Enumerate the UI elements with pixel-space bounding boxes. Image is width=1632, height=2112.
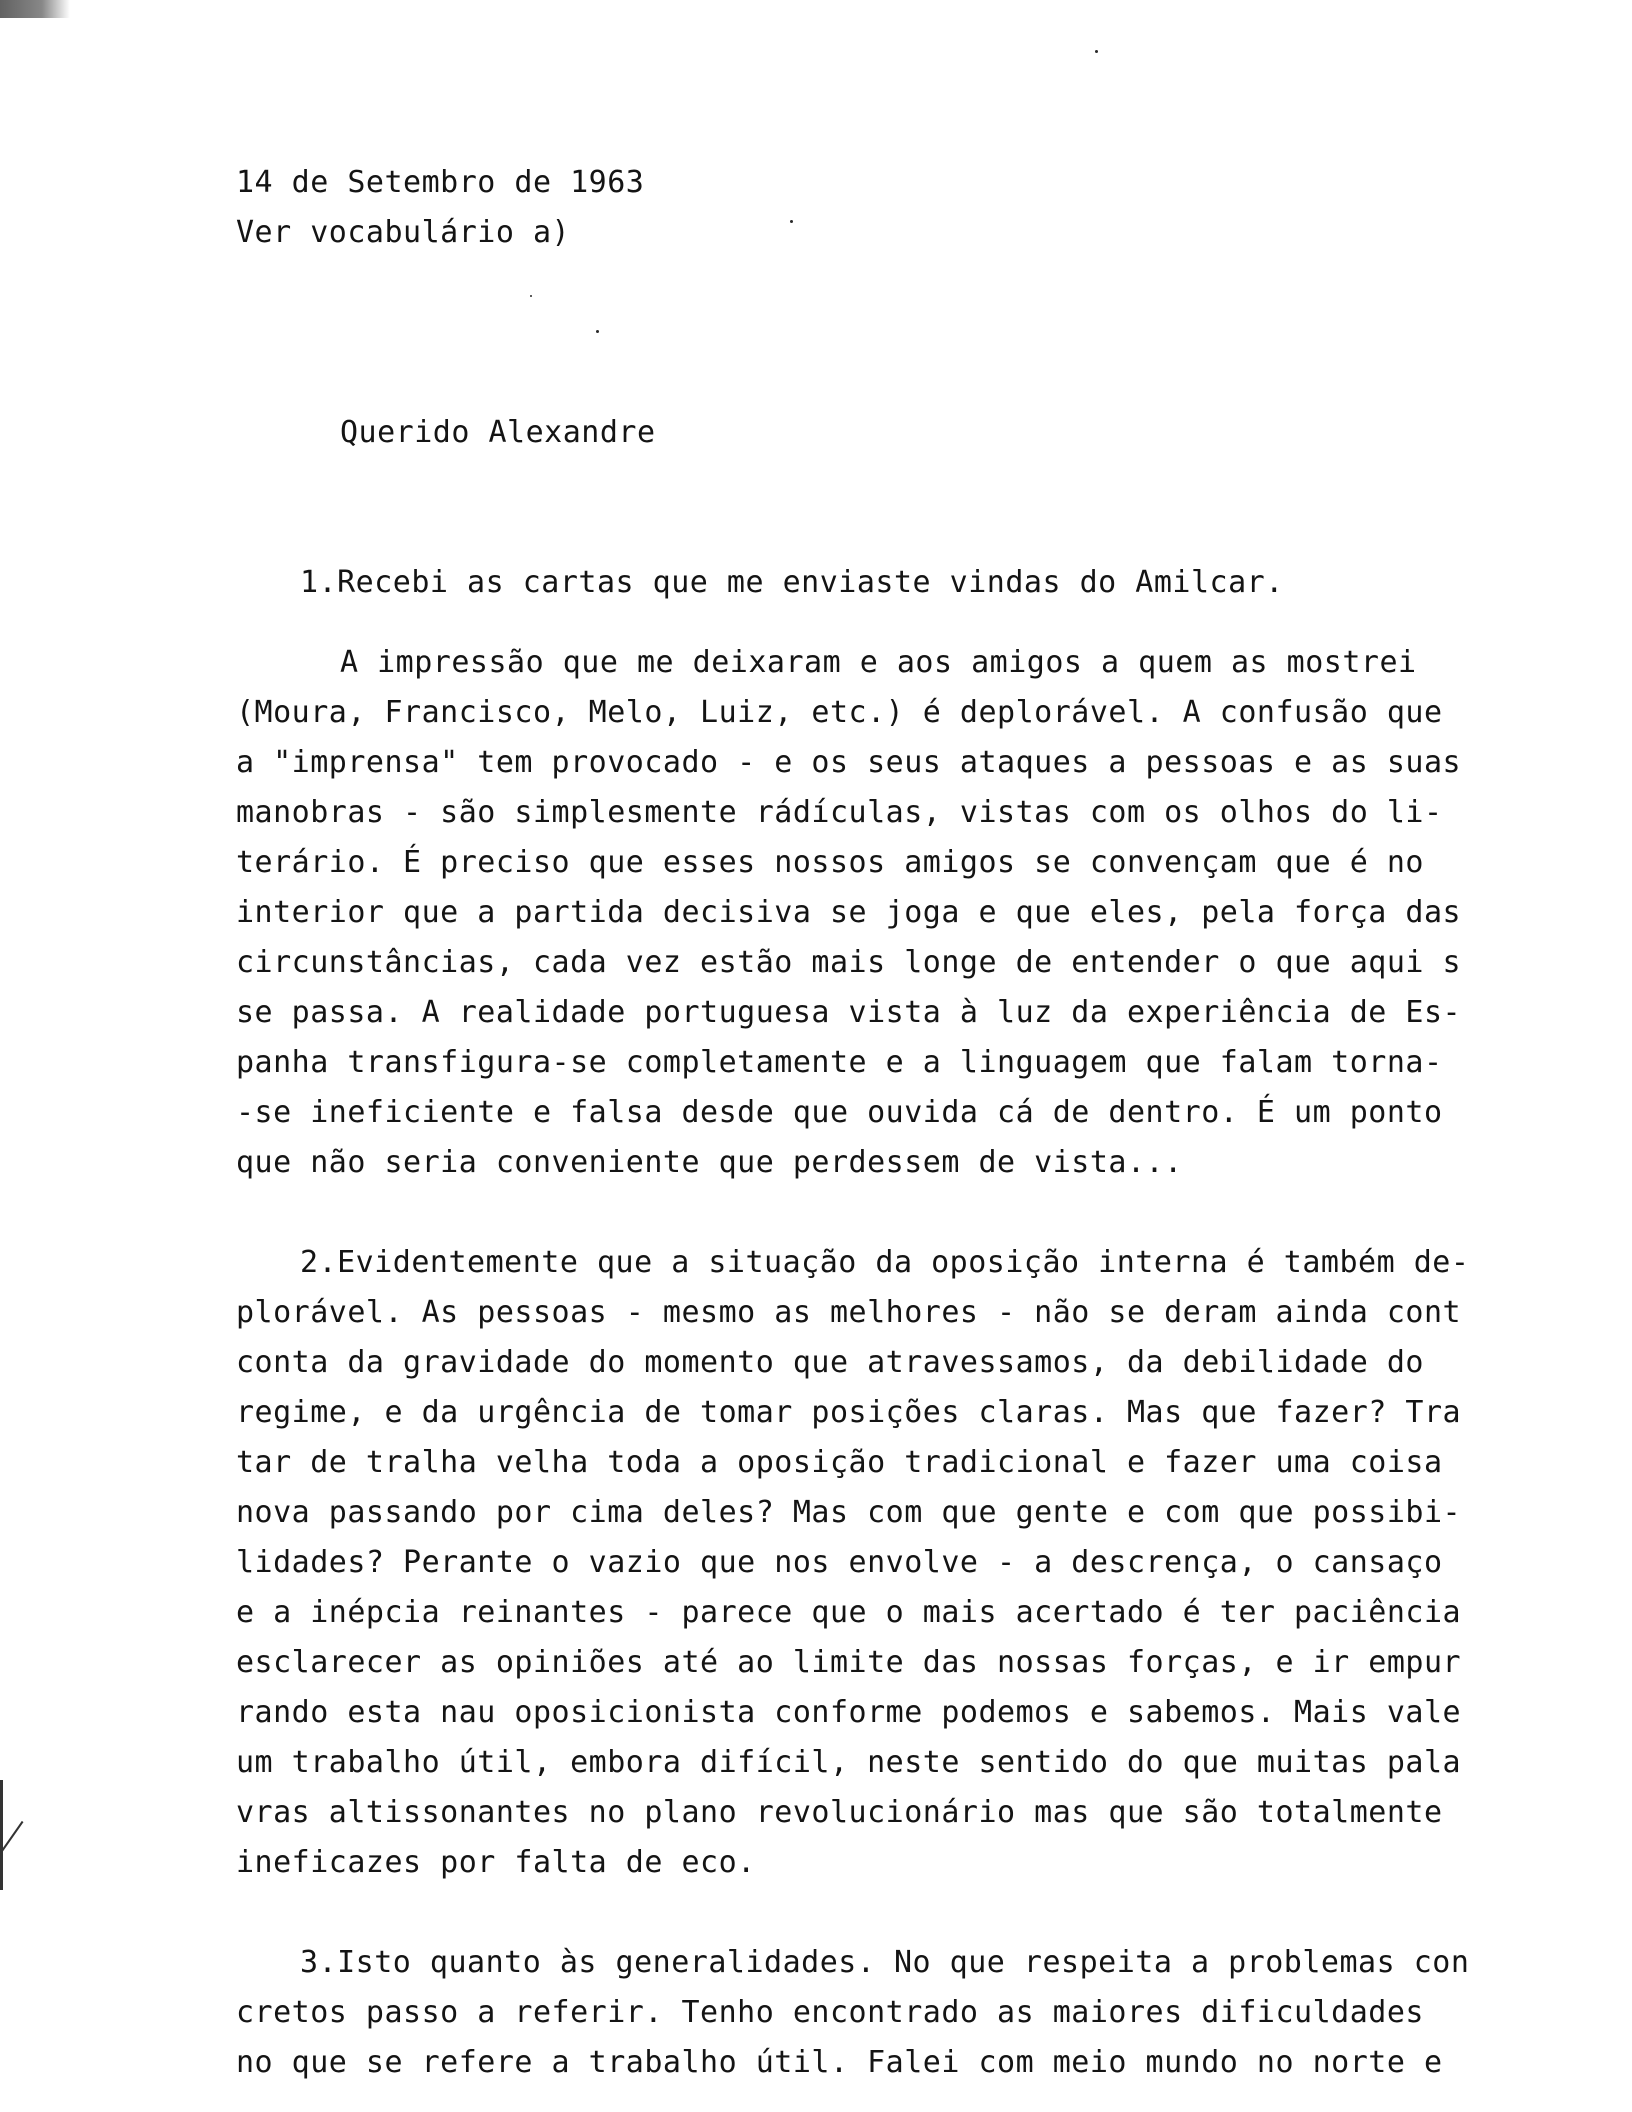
scan-speck	[530, 295, 532, 297]
paragraph-line: um trabalho útil, embora difícil, neste sentido do que muitas pala	[236, 1745, 1462, 1780]
paragraph-line: ineficazes por falta de eco.	[236, 1845, 756, 1880]
paragraph-line: rando esta nau oposicionista conforme podemos e sabemos. Mais vale	[236, 1695, 1462, 1730]
paragraph-line: (Moura, Francisco, Melo, Luiz, etc.) é deplorável. A confusão que	[236, 695, 1443, 730]
paragraph-2-line: 2.Evidentemente que a situação da oposição interna é também de-	[300, 1245, 1470, 1280]
paragraph-line: esclarecer as opiniões até ao limite das nossas forças, e ir empur	[236, 1645, 1462, 1680]
scan-speck	[790, 220, 793, 223]
paragraph-line: cretos passo a referir. Tenho encontrado as maiores dificuldades	[236, 1995, 1424, 2030]
paragraph-line: terário. É preciso que esses nossos amigos se convençam que é no	[236, 845, 1424, 880]
paragraph-line: panha transfigura-se completamente e a linguagem que falam torna-	[236, 1045, 1443, 1080]
paragraph-line: que não seria conveniente que perdessem de vista...	[236, 1145, 1183, 1180]
paragraph-line: se passa. A realidade portuguesa vista à luz da experiência de Es-	[236, 995, 1462, 1030]
scan-edge-mark	[0, 1780, 3, 1890]
paragraph-line: e a inépcia reinantes - parece que o mais acertado é ter paciência	[236, 1595, 1462, 1630]
paragraph-3-line: 3.Isto quanto às generalidades. No que respeita a problemas con	[300, 1945, 1470, 1980]
scan-speck	[1095, 50, 1098, 53]
paragraph-line: a "imprensa" tem provocado - e os seus ataques a pessoas e as suas	[236, 745, 1462, 780]
paragraph-line: -se ineficiente e falsa desde que ouvida cá de dentro. É um ponto	[236, 1095, 1443, 1130]
paragraph-line: interior que a partida decisiva se joga e que eles, pela força das	[236, 895, 1462, 930]
paragraph-line: lidades? Perante o vazio que nos envolve - a descrença, o cansaço	[236, 1545, 1443, 1580]
paragraph-line: vras altissonantes no plano revolucionário mas que são totalmente	[236, 1795, 1443, 1830]
paragraph-line: A impressão que me deixaram e aos amigos a quem as mostrei	[340, 645, 1417, 680]
scan-corner-mark	[0, 0, 70, 18]
paragraph-line: manobras - são simplesmente rádículas, vistas com os olhos do li-	[236, 795, 1443, 830]
paragraph-line: circunstâncias, cada vez estão mais longe de entender o que aqui s	[236, 945, 1462, 980]
paragraph-line: conta da gravidade do momento que atravessamos, da debilidade do	[236, 1345, 1424, 1380]
paragraph-line: plorável. As pessoas - mesmo as melhores - não se deram ainda cont	[236, 1295, 1462, 1330]
paragraph-line: nova passando por cima deles? Mas com que gente e com que possibi-	[236, 1495, 1462, 1530]
paragraph-line: no que se refere a trabalho útil. Falei com meio mundo no norte e	[236, 2045, 1443, 2080]
paragraph-line: tar de tralha velha toda a oposição tradicional e fazer uma coisa	[236, 1445, 1443, 1480]
paragraph-1-line: 1.Recebi as cartas que me enviaste vindas do Amilcar.	[300, 565, 1284, 600]
paragraph-line: regime, e da urgência de tomar posições claras. Mas que fazer? Tra	[236, 1395, 1462, 1430]
scan-speck	[596, 330, 599, 333]
letter-greeting: Querido Alexandre	[340, 415, 656, 450]
letter-note: Ver vocabulário a)	[236, 215, 571, 250]
letter-date: 14 de Setembro de 1963	[236, 165, 645, 200]
scan-slash-mark	[1, 1821, 23, 1852]
